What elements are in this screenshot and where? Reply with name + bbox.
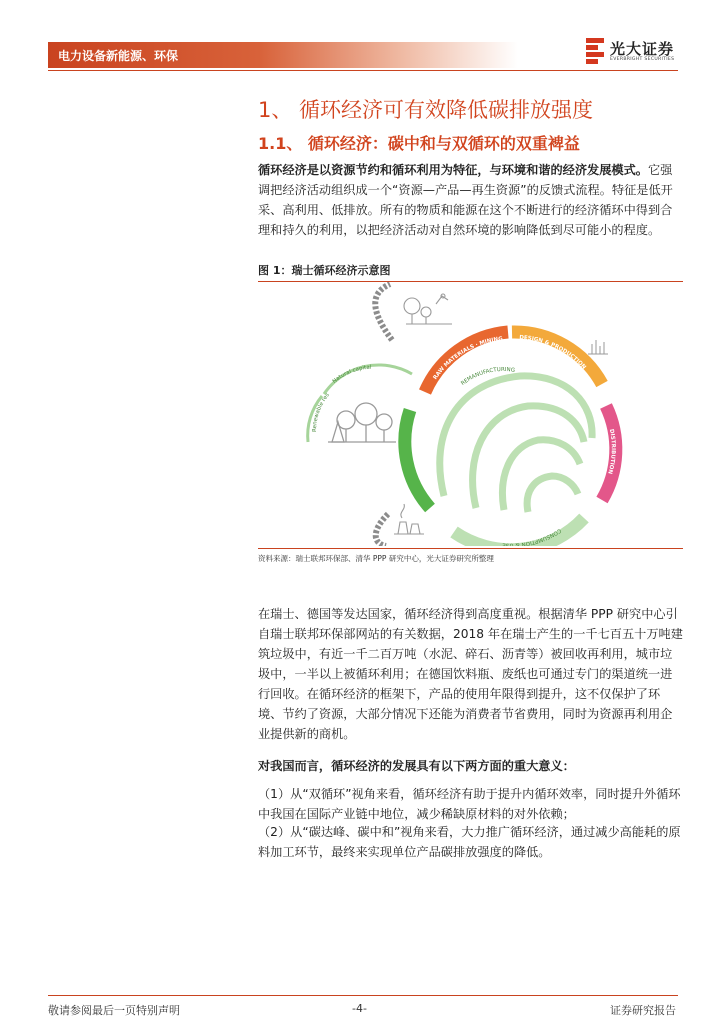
brand-name-en: EVERBRIGHT SECURITIES <box>610 57 675 62</box>
label-natural-capital: Natural capital <box>331 364 372 385</box>
intro-paragraph <box>258 160 683 240</box>
brand-logo <box>586 36 686 68</box>
header-section-title: 电力设备新能源、环保 <box>58 49 179 63</box>
header-section-band <box>48 42 518 68</box>
point-two: （2）从“碳达峰、碳中和”视角来看，大力推广循环经济，通过减少高能耗的原料加工环节，最终来实现单位产品碳排放强度的降低。 <box>258 825 681 859</box>
factory-icon <box>394 504 424 534</box>
nature-industry-icon <box>404 294 452 324</box>
figure-caption: 图 1：瑞士循环经济示意图 <box>258 264 391 277</box>
outer-arc-bottom <box>376 514 388 546</box>
forest-icon <box>328 403 396 442</box>
label-remanufacturing: REMANUFACTURING <box>460 366 516 388</box>
significance-intro: 对我国而言，循环经济的发展具有以下两方面的重大意义： <box>258 759 575 773</box>
label-renewable: Renewable res <box>311 392 331 433</box>
figure-bottom-rule <box>258 548 683 549</box>
footer-report-type: 证券研究报告 <box>610 1004 676 1017</box>
brand-logo-icon <box>586 38 604 64</box>
point-one: （1）从“双循环”视角来看，循环经济有助于提升内循环效率，同时提升外循环中我国在国际产业链中地位，减少稀缺原材料的对外依赖； <box>258 787 681 821</box>
label-design: DESIGN & PRODUCTION <box>519 334 587 371</box>
inner-loops <box>440 376 592 512</box>
circular-economy-diagram <box>258 282 683 546</box>
footer-divider <box>48 995 678 996</box>
label-recycling: RECYCLING & COLLECTION <box>414 414 437 495</box>
footer-disclaimer: 敬请参阅最后一页特别声明 <box>48 1004 180 1017</box>
brand-name: 光大证券 <box>610 40 675 58</box>
header-divider <box>48 70 678 71</box>
outer-arc-top <box>375 284 392 340</box>
figure-source: 资料来源：瑞士联邦环保部、清华 PPP 研究中心，光大证券研究所整理 <box>258 554 494 563</box>
subsection-heading: 1.1、 循环经济：碳中和与双循环的双重裨益 <box>258 134 580 153</box>
label-distribution: DISTRIBUTION <box>606 428 616 475</box>
loop-tiny <box>527 476 578 512</box>
page-number: -4- <box>352 1002 367 1015</box>
body-paragraph: 在瑞士、德国等发达国家，循环经济得到高度重视。根据清华 PPP 研究中心引自瑞士联邦环保部网站的有关数据，2018 年在瑞士产生的一千七百五十万吨建筑垃圾中，有近一千二百万吨（水泥、碎石、沥青等）被回收再利用，城市垃圾中，一半以上被循环利用；在德国饮料瓶、废纸也可通过专门的渠道统一进行回收。在循环经济的框架下，产品的使用年限得到提升，这不仅保护了环境、节约了资源，大部分情况下还能为消费者节省费用，同时为资源再利用企业提供新的商机。 <box>258 607 683 741</box>
section-heading: 1、 循环经济可有效降低碳排放强度 <box>258 98 594 122</box>
plants-icon <box>588 340 608 354</box>
intro-bold-text: 循环经济是以资源节约和循环利用为特征，与环境和谐的经济发展模式。 <box>258 163 648 177</box>
label-consumption: CONSUMPTION & USE <box>502 526 562 546</box>
intro-text: 它强调把经济活动组织成一个“资源—产品—再生资源”的反馈式流程。特征是低开采、高利用、低排放。所有的物质和能源在这个不断进行的经济循环中得到合理和持久的利用，以把经济活动对自然环境的影响降低到尽可能小的程度。 <box>258 163 673 237</box>
label-raw-materials: RAW MATERIALS · MINING <box>432 336 504 381</box>
loop-small <box>502 440 580 510</box>
